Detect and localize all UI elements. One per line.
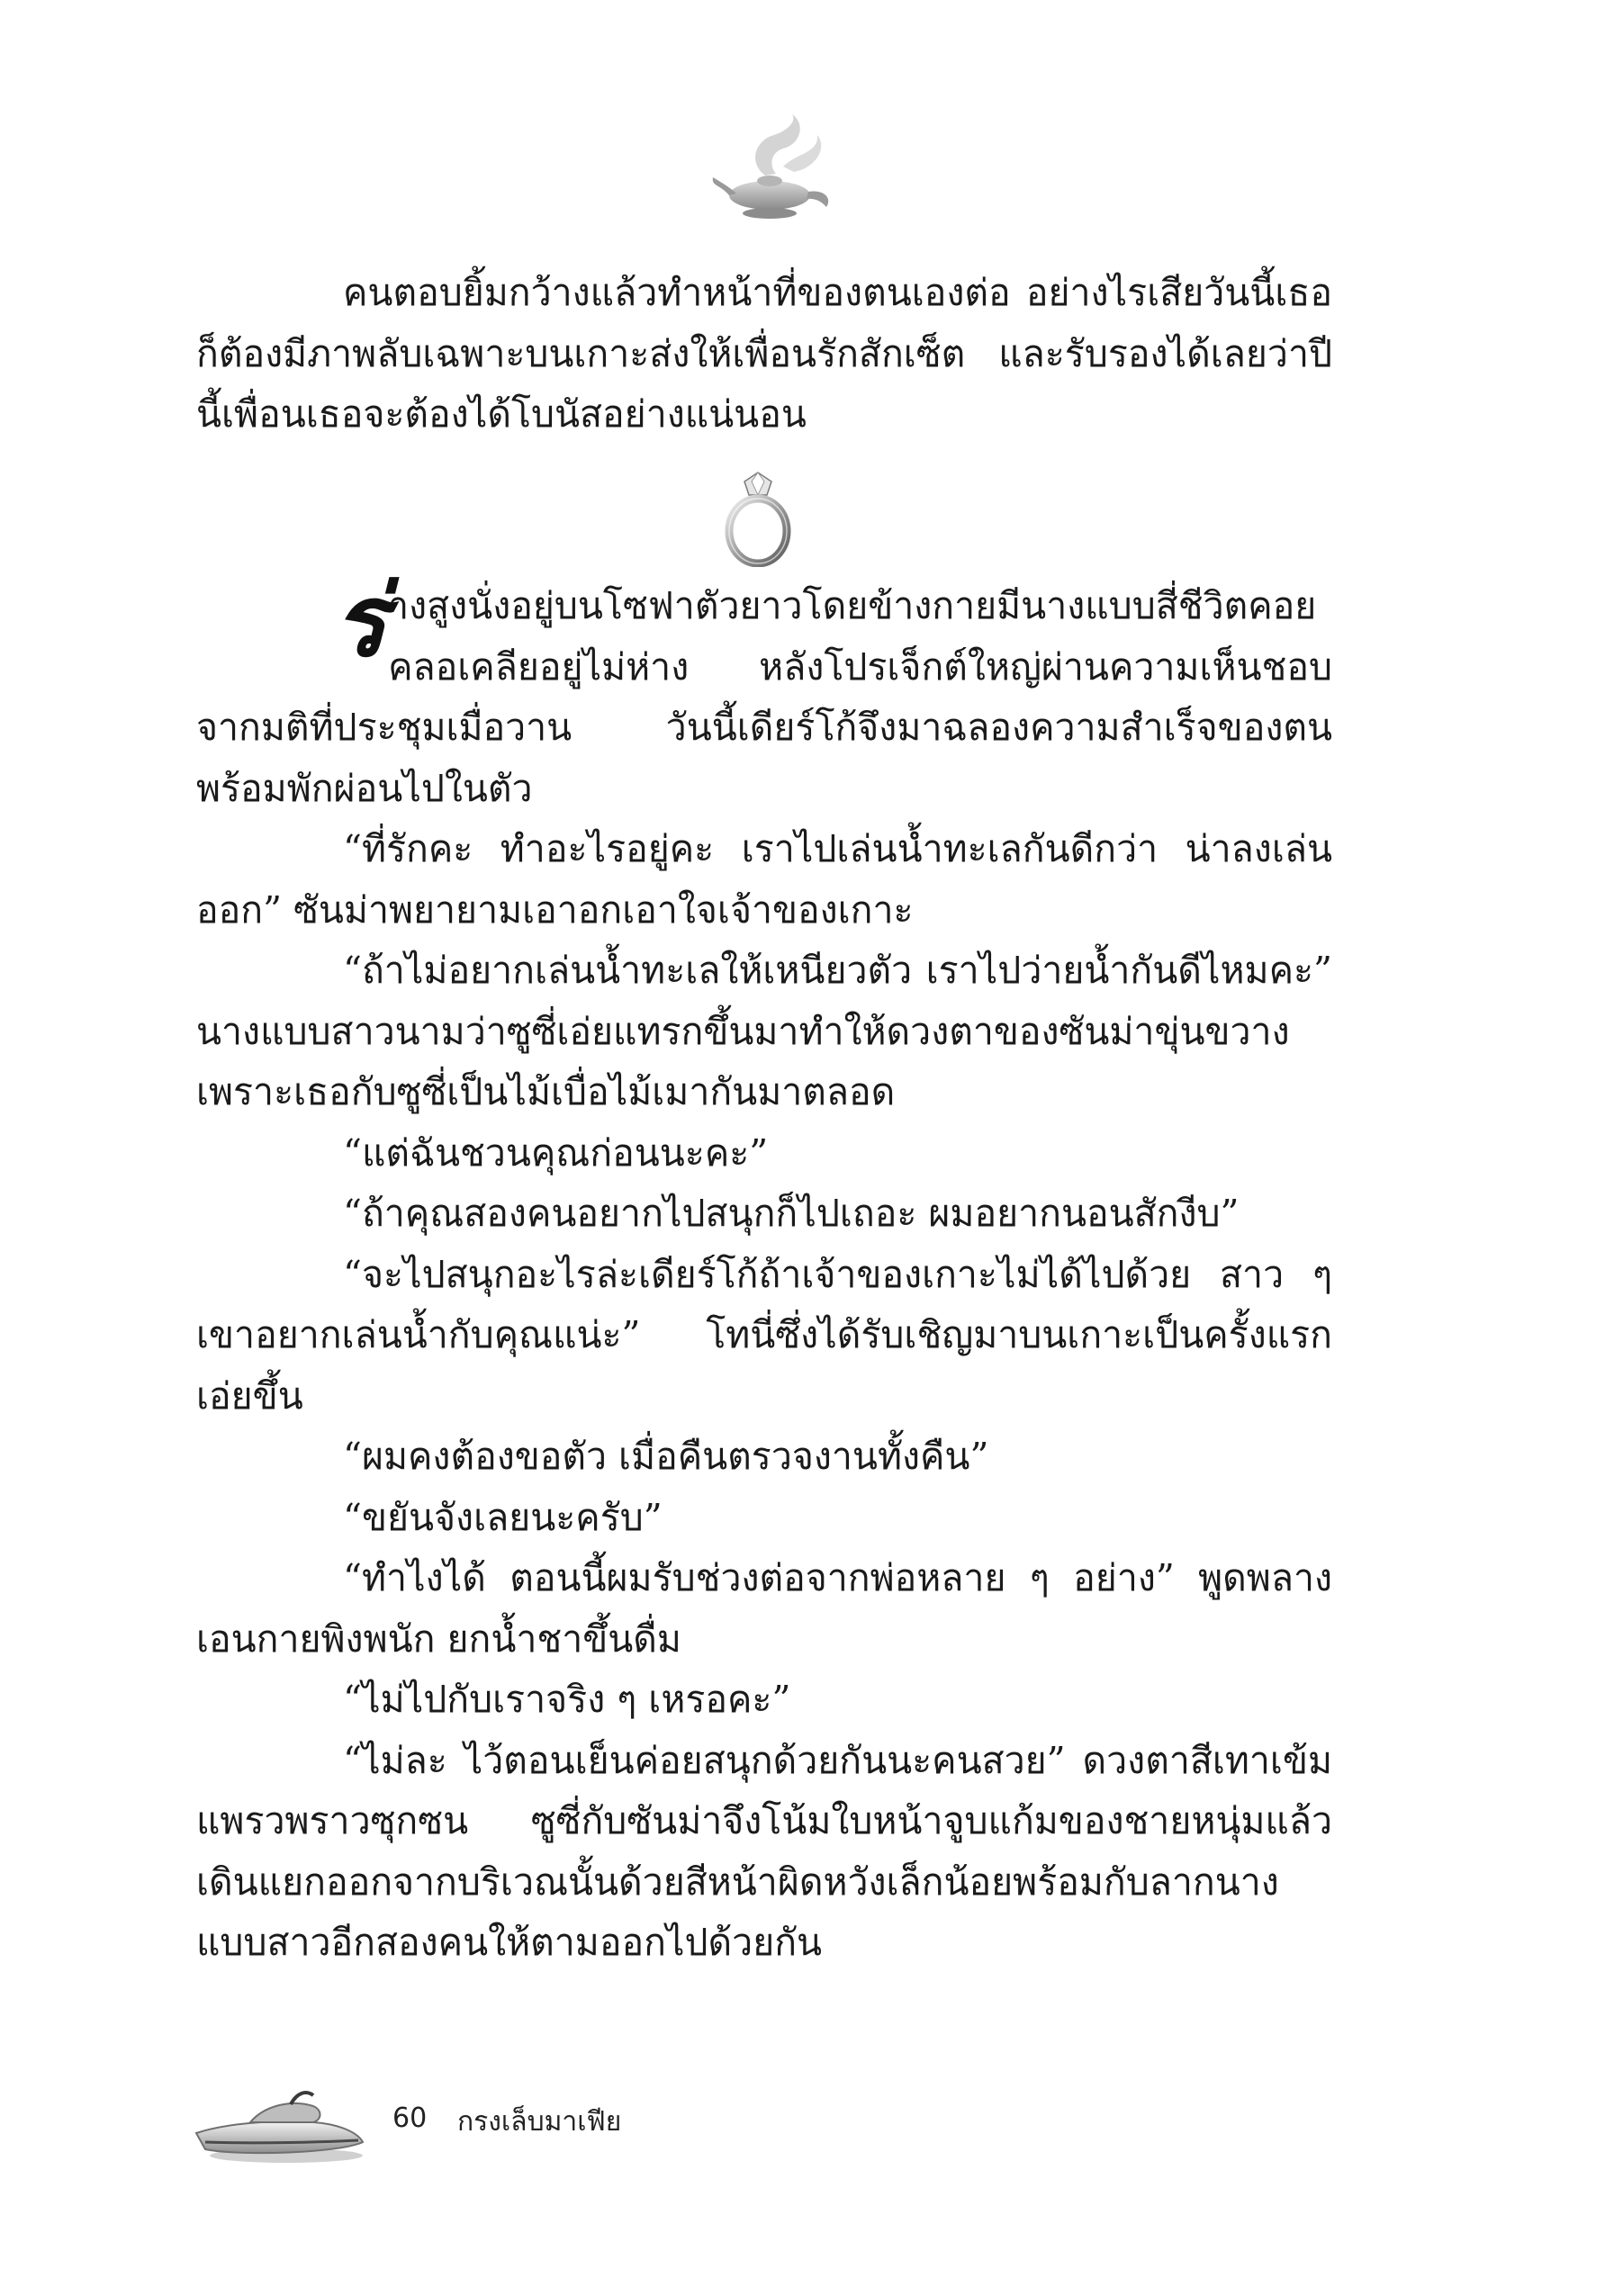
page-footer xyxy=(187,2070,727,2169)
first-paragraph-text: างสูงนั่งอยู่บนโซฟาตัวยาวโดยข้างกายมีนางแบบสี่ชีวิตคอยคลอเคลียอยู่ไม่ห่าง หลังโปรเจ็กต์ใหญ่ผ่านความเห็นชอบจากมติที่ประชุมเมื่อวาน วันนี้เดียร์โก้จึงมาฉลองความสำเร็จของตนพร้อมพักผ่อนไปในตัว xyxy=(196,584,1332,810)
paragraph: “ผมคงต้องขอตัว เมื่อคืนตรวจงานทั้งคืน” xyxy=(343,1435,989,1478)
main-section xyxy=(196,563,1332,1974)
paragraph: “ถ้าคุณสองคนอยากไปสนุกก็ไปเถอะ ผมอยากนอนสักงีบ” xyxy=(343,1192,1240,1235)
drop-cap: ร่ xyxy=(333,563,387,679)
first-paragraph xyxy=(196,563,1332,819)
page-number: 60 xyxy=(392,2102,428,2134)
paragraph: “จะไปสนุกอะไรล่ะเดียร์โก้ถ้าเจ้าของเกาะไม่ได้ไปด้วย สาว ๆ เขาอยากเล่นน้ำกับคุณแน่ะ” โทนี่ซึ่งได้รับเชิญมาบนเกาะเป็นครั้งแรกเอ่ยขึ้น xyxy=(196,1252,1332,1418)
paragraph: คนตอบยิ้มกว้างแล้วทำหน้าที่ของตนเองต่อ อย่างไรเสียวันนี้เธอก็ต้องมีภาพลับเฉพาะบนเกาะส่งให้เพื่อนรักสักเซ็ต และรับรองได้เลยว่าปีนี้เพื่อนเธอจะต้องได้โบนัสอย่างแน่นอน xyxy=(196,271,1332,436)
opening-section xyxy=(196,263,1332,446)
paragraph: “ไม่ไปกับเราจริง ๆ เหรอคะ” xyxy=(343,1678,791,1721)
diamond-ring-icon xyxy=(717,468,798,567)
paragraph: “ที่รักคะ ทำอะไรอยู่คะ เราไปเล่นน้ำทะเลกันดีกว่า น่าลงเล่นออก” ซันม่าพยายามเอาอกเอาใจเจ้าของเกาะ xyxy=(196,827,1332,932)
paragraph: “ไม่ละ ไว้ตอนเย็นค่อยสนุกด้วยกันนะคนสวย” ดวงตาสีเทาเข้มแพรวพราวซุกซน ซูซี่กับซันม่าจึงโน้มใบหน้าจูบแก้มของชายหนุ่มแล้วเดินแยกออกจากบริเวณนั้นด้วยสีหน้าผิดหวังเล็กน้อยพร้อมกับลากนางแบบสาวอีกสองคนให้ตามออกไปด้วยกัน xyxy=(196,1738,1332,1964)
paragraph: “ถ้าไม่อยากเล่นน้ำทะเลให้เหนียวตัว เราไปว่ายน้ำกันดีไหมคะ” นางแบบสาวนามว่าซูซี่เอ่ยแทรกขึ้นมาทำให้ดวงตาของซันม่าขุ่นขวางเพราะเธอกับซูซี่เป็นไม้เบื่อไม้เมากันมาตลอด xyxy=(196,949,1332,1113)
book-title: กรงเล็บมาเฟีย xyxy=(457,2106,622,2138)
paragraph: “ขยันจังเลยนะครับ” xyxy=(343,1495,663,1539)
jet-ski-icon xyxy=(187,2070,367,2169)
magic-lamp-icon xyxy=(711,113,837,230)
paragraph: “ทำไงได้ ตอนนี้ผมรับช่วงต่อจากพ่อหลาย ๆ อย่าง” พูดพลางเอนกายพิงพนัก ยกน้ำชาขึ้นดื่ม xyxy=(196,1556,1332,1661)
paragraph: “แต่ฉันชวนคุณก่อนนะคะ” xyxy=(343,1130,769,1175)
